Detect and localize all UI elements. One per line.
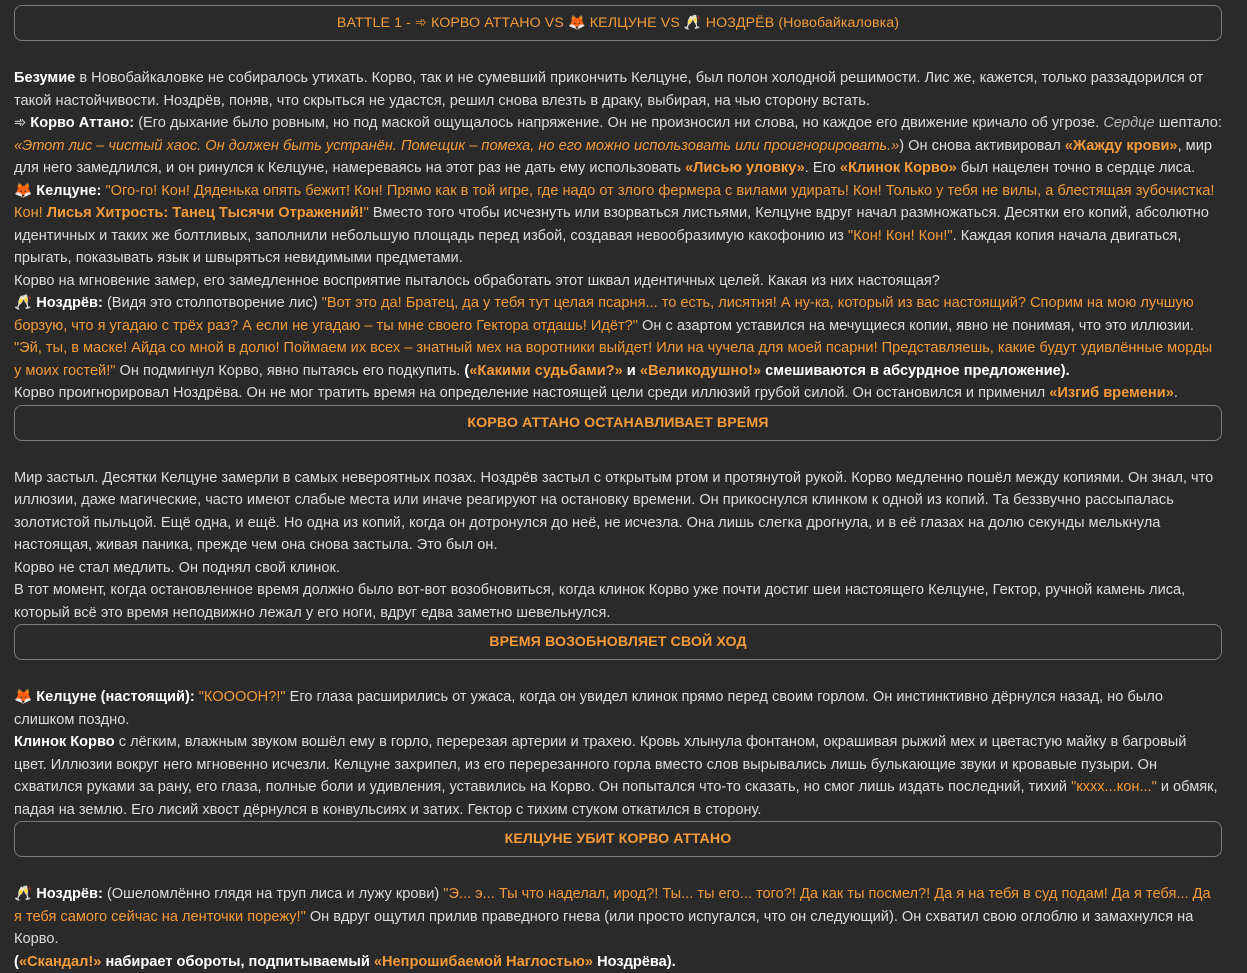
killed-banner: КЕЛЦУНЕ УБИТ КОРВО АТТАНО	[14, 821, 1222, 857]
battle-banner: BATTLE 1 - ➾ КОРВО АТТАНО VS 🦊 КЕЛЦУНЕ VS 🥂 НОЗДРЁВ (Новобайкаловка)	[14, 5, 1222, 41]
fox-icon: 🦊	[14, 183, 32, 199]
paragraph-nozdrev-reaction: 🥂 Ноздрёв: (Ошеломлённо глядя на труп лиса и лужу крови) "Э... э... Ты что наделал, ирод?! Ты... ты его... того?! Да как ты посмел?! Да я на тебя в суд подам! Да я тебя... Да я тебя самого сейчас на ленточки порежу!" Он вдруг ощутил прилив праведного гнева (или просто испугался, что он следующий). Он схватил свою оглоблю и замахнулся на Корво.	[14, 883, 1222, 951]
glasses-icon: 🥂	[14, 886, 32, 902]
stop-time-banner: КОРВО АТТАНО ОСТАНАВЛИВАЕТ ВРЕМЯ	[14, 405, 1222, 441]
paragraph-raise-blade: Корво не стал медлить. Он поднял свой клинок.	[14, 557, 1222, 580]
paragraph-kelcune: 🦊 Келцуне: "Ого-го! Кон! Дяденька опять бежит! Кон! Прямо как в той игре, где надо от злого фермера с вилами удирать! Кон! Только у тебя не вилы, а блестящая зубочистка! Кон! Лисья Хитрость: Танец Тысячи Отражений!" Вместо того чтобы исчезнуть или взорваться листьями, Келцуне вдруг начал размножаться. Десятки его копий, абсолютно идентичных и таких же болтливых, заполнили небольшую площадь перед избой, создавая невообразимую какофонию из "Кон! Кон! Кон!". Каждая копия начала двигаться, прыгать, показывать язык и швыряться невидимыми предметами.	[14, 180, 1222, 270]
fox-icon: 🦊	[14, 689, 32, 705]
glasses-icon: 🥂	[14, 295, 32, 311]
story-log	[14, 0, 1222, 973]
paragraph-time-bend: Корво проигнорировал Ноздрёва. Он не мог тратить время на определение настоящей цели среди иллюзий грубой силой. Он остановился и применил «Изгиб времени».	[14, 382, 1222, 405]
paragraph-world-froze: Мир застыл. Десятки Келцуне замерли в самых невероятных позах. Ноздрёв застыл с открытым ртом и протянутой рукой. Корво медленно пошёл между копиями. Он знал, что иллюзии, даже магические, часто имеют слабые места или иначе реагируют на остановку времени. Он прикоснулся клинком к одной из копий. Та беззвучно рассыпалась золотистой пыльцой. Ещё одна, и ещё. Но одна из копий, когда он дотронулся до неё, не исчезла. Она лишь слегка дрогнула, и в её глазах на долю секунды мелькнула настоящая, живая паника, прежде чем она снова застыла. Это был он.	[14, 467, 1222, 557]
arrow-icon: ➾	[14, 115, 26, 131]
paragraph-corvo: ➾ Корво Аттано: (Его дыхание было ровным, но под маской ощущалось напряжение. Он не произносил ни слова, но каждое его движение кричало об угрозе. Сердце шептало: «Этот лис – чистый хаос. Он должен быть устранён. Помещик – помеха, но его можно использовать или проигнорировать.») Он снова активировал «Жажду крови», мир для него замедлился, и он ринулся к Келцуне, намереваясь на этот раз не дать ему использовать «Лисью уловку». Его «Клинок Корво» был нацелен точно в сердце лиса.	[14, 112, 1222, 180]
paragraph-hector-moves: В тот момент, когда остановленное время должно было вот-вот возобновиться, когда клинок Корво уже почти достиг шеи настоящего Келцуне, Гектор, ручной камень лиса, который всё это время неподвижно лежал у его ноги, вдруг едва заметно шевельнулся.	[14, 579, 1222, 624]
paragraph-nozdrev: 🥂 Ноздрёв: (Видя это столпотворение лис) "Вот это да! Братец, да у тебя тут целая псарня... то есть, лисятня! А ну-ка, который из вас настоящий? Спорим на мою лучшую борзую, что я угадаю с трёх раз? А если не угадаю – ты мне своего Гектора отдашь! Идёт?" Он с азартом уставился на мечущиеся копии, явно не понимая, что это иллюзии. "Эй, ты, в маске! Айда со мной в долю! Поймаем их всех – знатный мех на воротники выйдет! Или на чучела для моей псарни! Представляешь, какие будут удивлённые морды у моих гостей!" Он подмигнул Корво, явно пытаясь его подкупить. («Какими судьбами?» и «Великодушно!» смешиваются в абсурдное предложение).	[14, 292, 1222, 382]
paragraph-corvo-pause: Корво на мгновение замер, его замедленное восприятие пыталось обработать этот шквал идентичных целей. Какая из них настоящая?	[14, 270, 1222, 293]
paragraph-scandal: («Скандал!» набирает обороты, подпитываемый «Непрошибаемой Наглостью» Ноздрёва).	[14, 951, 1222, 973]
paragraph-intro: Безумие в Новобайкаловке не собиралось утихать. Корво, так и не сумевший прикончить Келцуне, был полон холодной решимости. Лис же, кажется, только раззадорился от такой настойчивости. Ноздрёв, поняв, что скрыться не удастся, решил снова влезть в драку, выбирая, на чью сторону встать.	[14, 67, 1222, 112]
paragraph-blade-strike: Клинок Корво с лёгким, влажным звуком вошёл ему в горло, перерезая артерии и трахею. Кровь хлынула фонтаном, окрашивая рыжий мех и цветастую майку в багровый цвет. Иллюзии вокруг него мгновенно исчезли. Келцуне захрипел, из его перерезанного горла вместо слов вырывались лишь булькающие звуки и кровавые пузыри. Он схватился руками за рану, его глаза, полные боли и удивления, уставились на Корво. Он попытался что-то сказать, но смог лишь издать последний, тихий "кххх...кон..." и обмяк, падая на землю. Его лисий хвост дёрнулся в конвульсиях и затих. Гектор с тихим стуком откатился в сторону.	[14, 731, 1222, 821]
paragraph-kelcune-real: 🦊 Келцуне (настоящий): "КООООН?!" Его глаза расширились от ужаса, когда он увидел клинок прямо перед своим горлом. Он инстинктивно дёрнулся назад, но было слишком поздно.	[14, 686, 1222, 731]
resume-time-banner: ВРЕМЯ ВОЗОБНОВЛЯЕТ СВОЙ ХОД	[14, 624, 1222, 660]
